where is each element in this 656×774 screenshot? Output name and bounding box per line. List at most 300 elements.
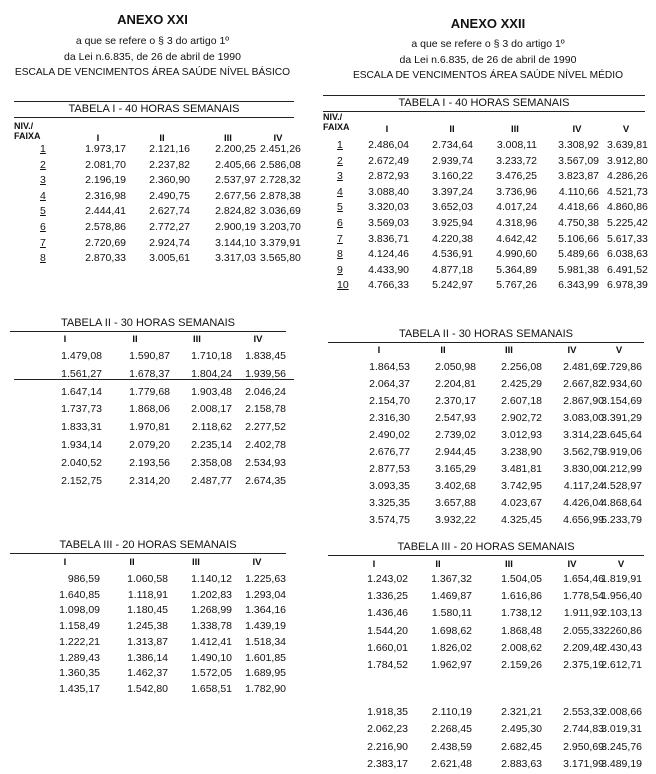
level-number: 10 xyxy=(337,279,349,292)
table-cell: 2.867,90 xyxy=(563,395,604,407)
level-number: 3 xyxy=(337,170,343,183)
table-cell: 2.316,30 xyxy=(369,412,410,424)
table-cell: 3.932,22 xyxy=(435,514,476,526)
table-cell: 3.203,70 xyxy=(260,221,301,233)
table-row xyxy=(10,589,286,603)
column-header: IV xyxy=(572,124,582,135)
table-row xyxy=(328,706,644,720)
table-row xyxy=(323,154,648,169)
table-cell: 1.678,37 xyxy=(129,367,170,380)
table-row xyxy=(14,158,301,173)
table-cell: 3.639,81 xyxy=(607,139,648,151)
table-row xyxy=(10,421,286,435)
column-header: I xyxy=(63,557,67,568)
table-cell: 2.216,90 xyxy=(367,740,408,753)
table-cell: 4.023,67 xyxy=(501,497,542,509)
table-row xyxy=(10,403,286,417)
table-cell: 2.158,78 xyxy=(245,403,286,416)
level-number: 3 xyxy=(40,174,46,187)
column-header: II xyxy=(132,334,138,345)
table-cell: 2.438,59 xyxy=(431,740,472,753)
table-cell: 2.734,64 xyxy=(432,139,473,151)
table-cell: 1.738,12 xyxy=(501,607,542,620)
table-row xyxy=(328,642,644,656)
table-cell: 1.439,19 xyxy=(245,620,286,633)
table-row xyxy=(328,412,644,426)
table-cell: 3.245,76 xyxy=(601,740,642,753)
table-cell: 3.919,06 xyxy=(601,446,642,458)
table-header-row xyxy=(14,121,294,144)
table-cell: 1.580,11 xyxy=(431,607,472,620)
table-cell: 2.235,14 xyxy=(191,439,232,451)
table-cell: 1.518,34 xyxy=(245,635,286,648)
table-row xyxy=(323,170,648,184)
table-cell: 2.621,48 xyxy=(431,757,472,770)
table-cell: 1.243,02 xyxy=(367,573,408,585)
table-cell: 1.939,56 xyxy=(245,367,286,380)
table-cell: 2.425,29 xyxy=(501,378,542,390)
table-title-rule xyxy=(10,553,286,554)
table-cell: 2.237,82 xyxy=(149,158,190,171)
table-row xyxy=(10,386,286,400)
table-cell: 3.652,03 xyxy=(432,201,473,214)
table-row xyxy=(328,463,644,477)
table-cell: 2.729,86 xyxy=(601,361,642,373)
table-cell: 1.868,48 xyxy=(501,624,542,637)
table-cell: 3.019,31 xyxy=(601,723,642,736)
table-cell: 1.313,87 xyxy=(127,635,168,648)
table-cell: 2.870,33 xyxy=(85,252,126,265)
table-cell: 3.154,69 xyxy=(601,395,642,407)
table-cell: 4.220,38 xyxy=(432,232,473,245)
table-cell: 1.561,27 xyxy=(61,367,102,380)
table-cell: 2.537,97 xyxy=(215,174,256,187)
table-row xyxy=(328,590,644,604)
column-header: II xyxy=(159,133,165,144)
table-cell: 2.676,77 xyxy=(369,446,410,458)
header-nivel: NIV./ xyxy=(323,112,343,122)
table-row xyxy=(328,607,644,621)
table-cell: 2.607,18 xyxy=(501,395,542,407)
table-cell: 2.316,98 xyxy=(85,189,126,202)
table-cell: 2.682,45 xyxy=(501,740,542,753)
table-cell: 1.819,91 xyxy=(601,573,642,585)
table-cell: 2.152,75 xyxy=(61,474,102,487)
table-cell: 1.826,02 xyxy=(431,641,472,654)
table-title-rule xyxy=(14,117,294,118)
table-cell: 2.204,81 xyxy=(435,378,476,390)
table-row xyxy=(10,457,286,471)
level-number: 9 xyxy=(337,263,343,276)
table-cell: 2.490,75 xyxy=(149,189,190,202)
column-header: I xyxy=(372,559,376,570)
table-cell: 3.325,35 xyxy=(369,497,410,509)
table-cell: 3.912,80 xyxy=(607,154,648,167)
table-cell: 2.674,35 xyxy=(245,474,286,487)
table-cell: 1.658,51 xyxy=(191,682,232,695)
table-cell: 1.640,85 xyxy=(59,588,100,601)
table-row xyxy=(10,604,286,618)
table-cell: 1.572,05 xyxy=(191,667,232,680)
level-number: 5 xyxy=(337,201,343,214)
table-cell: 2.383,17 xyxy=(367,757,408,770)
table-cell: 4.426,04 xyxy=(563,497,604,509)
column-header: III xyxy=(193,334,201,345)
table-cell: 2.444,41 xyxy=(85,205,126,218)
table-cell: 1.590,87 xyxy=(129,350,170,362)
table-cell: 1.436,46 xyxy=(367,607,408,620)
table-row xyxy=(323,139,648,153)
table-cell: 3.569,03 xyxy=(368,217,409,229)
table-cell: 3.574,75 xyxy=(369,514,410,526)
annex-law: da Lei n.6.835, de 26 de abril de 1990 xyxy=(64,51,241,63)
table-cell: 4.017,24 xyxy=(496,201,537,214)
table-row xyxy=(328,514,644,528)
table-cell: 2.900,19 xyxy=(215,221,256,233)
header-level-label xyxy=(14,121,41,141)
table-cell: 1.903,48 xyxy=(191,385,232,398)
column-header: II xyxy=(435,559,441,570)
table-cell: 4.318,96 xyxy=(496,217,537,229)
table-title: TABELA III - 20 HORAS SEMANAIS xyxy=(59,539,237,551)
table-cell: 3.233,72 xyxy=(496,154,537,167)
table-header-row xyxy=(10,557,286,571)
table-row xyxy=(10,350,286,364)
table-cell: 3.320,03 xyxy=(368,201,409,214)
table-row xyxy=(323,201,648,215)
table-cell: 5.106,66 xyxy=(558,232,599,245)
table-cell: 4.750,38 xyxy=(558,217,599,229)
table-cell: 5.364,89 xyxy=(496,263,537,276)
table-cell: 3.567,09 xyxy=(558,154,599,167)
table-cell: 2.451,26 xyxy=(260,143,301,155)
annex-scale: ESCALA DE VENCIMENTOS ÁREA SAÚDE NÍVEL MÉDIO xyxy=(352,70,624,81)
table-cell: 1.911,93 xyxy=(563,607,604,620)
table-cell: 3.742,95 xyxy=(501,480,542,492)
table-cell: 3.476,25 xyxy=(496,170,537,183)
table-cell: 2.772,27 xyxy=(149,221,190,233)
table-cell: 2.314,20 xyxy=(129,474,170,487)
table-title-rule xyxy=(10,331,286,332)
table-cell: 1.973,17 xyxy=(85,143,126,155)
table-cell: 1.970,81 xyxy=(129,421,170,434)
table-cell: 1.060,58 xyxy=(127,573,168,585)
table-cell: 2.405,66 xyxy=(215,158,256,171)
table-top-rule xyxy=(323,95,645,96)
table-header-row xyxy=(10,334,286,348)
table-cell: 2.209,48 xyxy=(563,641,604,654)
table-cell: 3.489,19 xyxy=(601,757,642,770)
table-cell: 1.338,78 xyxy=(191,620,232,633)
table-title: TABELA I - 40 HORAS SEMANAIS xyxy=(68,103,240,115)
table-cell: 3.008,11 xyxy=(496,139,537,151)
table-cell: 5.489,66 xyxy=(558,248,599,261)
table-title-rule xyxy=(328,342,644,343)
table-cell: 2.490,02 xyxy=(369,429,410,441)
column-header: I xyxy=(385,124,389,135)
table-row xyxy=(328,361,644,375)
table-cell: 4.521,73 xyxy=(607,185,648,198)
annex-law: da Lei n.6.835, de 26 de abril de 1990 xyxy=(399,54,577,66)
table-row xyxy=(14,236,301,251)
table-row xyxy=(328,723,644,737)
table-cell: 1.158,49 xyxy=(59,620,100,633)
table-cell: 2.040,52 xyxy=(61,456,102,469)
table-row xyxy=(10,368,286,382)
table-title: TABELA II - 30 HORAS SEMANAIS xyxy=(398,328,574,340)
table-cell: 1.367,32 xyxy=(431,573,472,585)
level-number: 2 xyxy=(337,154,343,167)
column-header: II xyxy=(440,345,446,356)
table-cell: 1.962,97 xyxy=(431,659,472,671)
table-cell: 2.154,70 xyxy=(369,395,410,407)
table-cell: 3.823,87 xyxy=(558,170,599,183)
table-cell: 2.193,56 xyxy=(129,456,170,469)
table-row xyxy=(328,497,644,511)
table-cell: 2.547,93 xyxy=(435,412,476,424)
table-cell: 1.934,14 xyxy=(61,439,102,451)
table-cell: 3.481,81 xyxy=(501,463,542,475)
table-cell: 3.645,64 xyxy=(601,429,642,441)
table-cell: 5.225,42 xyxy=(607,217,648,229)
table-cell: 2.200,25 xyxy=(215,143,256,155)
table-cell: 2.358,08 xyxy=(191,456,232,469)
table-cell: 2.578,86 xyxy=(85,221,126,233)
annex-reference: a que se refere o § 3 do artigo 1º xyxy=(411,38,565,50)
header-nivel: NIV./ xyxy=(14,121,34,131)
table-cell: 2.877,53 xyxy=(369,463,410,475)
table-title-rule xyxy=(328,555,644,556)
table-cell: 1.868,06 xyxy=(129,403,170,416)
table-cell: 6.038,63 xyxy=(607,248,648,261)
table-cell: 1.504,05 xyxy=(501,573,542,585)
table-cell: 3.657,88 xyxy=(435,497,476,509)
table-cell: 2.486,04 xyxy=(368,139,409,151)
table-cell: 1.784,52 xyxy=(367,659,408,671)
table-row xyxy=(14,189,301,204)
table-cell: 3.379,91 xyxy=(260,236,301,249)
table-cell: 1.654,46 xyxy=(563,573,604,585)
table-cell: 3.308,92 xyxy=(558,139,599,151)
column-header: I xyxy=(377,345,381,356)
column-header: V xyxy=(622,124,630,135)
table-cell: 2.402,78 xyxy=(245,439,286,451)
table-row xyxy=(14,252,301,266)
table-row xyxy=(323,248,648,262)
table-cell: 2.370,17 xyxy=(435,395,476,407)
level-number: 6 xyxy=(40,221,46,233)
table-header-row xyxy=(328,559,644,573)
table-cell: 1.412,41 xyxy=(191,635,232,648)
table-cell: 986,59 xyxy=(67,573,100,585)
table-cell: 2.008,62 xyxy=(501,641,542,654)
level-number: 1 xyxy=(337,139,343,151)
table-cell: 2.081,70 xyxy=(85,158,126,171)
table-top-rule xyxy=(14,101,294,102)
table-title: TABELA I - 40 HORAS SEMANAIS xyxy=(398,97,570,109)
level-number: 1 xyxy=(40,143,46,155)
header-faixa: FAIXA xyxy=(323,122,350,132)
table-cell: 2.872,93 xyxy=(368,170,409,183)
table-row xyxy=(10,475,286,489)
level-number: 8 xyxy=(337,248,343,261)
column-header: I xyxy=(63,334,67,345)
table-row xyxy=(328,378,644,392)
table-cell: 4.124,46 xyxy=(368,248,409,261)
table-cell: 3.562,79 xyxy=(563,446,604,458)
column-header: IV xyxy=(567,345,577,356)
table-cell: 1.710,18 xyxy=(191,350,232,362)
table-cell: 4.877,18 xyxy=(432,263,473,276)
table-cell: 3.402,68 xyxy=(435,480,476,492)
table-cell: 1.778,54 xyxy=(563,590,604,603)
table-cell: 3.165,29 xyxy=(435,463,476,475)
table-cell: 5.767,26 xyxy=(496,279,537,292)
table-cell: 4.212,99 xyxy=(601,463,642,475)
table-row xyxy=(10,652,286,666)
table-cell: 1.118,91 xyxy=(127,588,168,601)
table-cell: 2.055,33 xyxy=(563,624,604,637)
table-cell: 3.314,22 xyxy=(563,429,604,441)
table-cell: 1.490,10 xyxy=(191,651,232,664)
table-cell: 1.180,45 xyxy=(127,604,168,617)
table-header-row xyxy=(328,345,644,359)
table-cell: 2.744,83 xyxy=(563,723,604,736)
table-cell: 3.093,35 xyxy=(369,480,410,492)
table-cell: 1.336,25 xyxy=(367,590,408,603)
table-cell: 1.660,01 xyxy=(367,641,408,654)
table-cell: 1.289,43 xyxy=(59,651,100,664)
table-cell: 4.860,86 xyxy=(607,201,648,214)
table-cell: 1.833,31 xyxy=(61,421,102,434)
table-cell: 2.944,45 xyxy=(435,446,476,458)
annex-scale: ESCALA DE VENCIMENTOS ÁREA SAÚDE NÍVEL BÁSICO xyxy=(14,67,291,78)
table-cell: 1.268,99 xyxy=(191,604,232,617)
column-header: III xyxy=(505,559,513,570)
level-number: 5 xyxy=(40,205,46,218)
table-cell: 3.830,00 xyxy=(563,463,604,475)
table-cell: 2.159,26 xyxy=(501,659,542,671)
table-cell: 2.046,24 xyxy=(245,385,286,398)
table-row xyxy=(10,439,286,453)
column-header: II xyxy=(129,557,135,568)
table-cell: 3.088,40 xyxy=(368,185,409,198)
table-row xyxy=(328,395,644,409)
level-number: 4 xyxy=(337,185,343,198)
table-cell: 3.317,03 xyxy=(215,252,256,265)
table-cell: 5.981,38 xyxy=(558,263,599,276)
table-cell: 1.782,90 xyxy=(245,682,286,695)
table-cell: 2.739,02 xyxy=(435,429,476,441)
table-cell: 4.433,90 xyxy=(368,263,409,276)
table-cell: 1.140,12 xyxy=(191,573,232,585)
column-header: IV xyxy=(252,557,262,568)
table-cell: 3.005,61 xyxy=(149,252,190,265)
table-cell: 5.617,33 xyxy=(607,232,648,245)
table-cell: 2.121,16 xyxy=(149,143,190,155)
table-cell: 1.647,14 xyxy=(61,385,102,398)
header-level-label xyxy=(323,112,350,132)
table-cell: 5.233,79 xyxy=(601,514,642,526)
table-row xyxy=(323,217,648,231)
table-cell: 1.386,14 xyxy=(127,651,168,664)
level-number: 2 xyxy=(40,158,46,171)
table-title: TABELA II - 30 HORAS SEMANAIS xyxy=(60,317,236,329)
table-cell: 1.202,83 xyxy=(191,588,232,601)
table-cell: 2.008,66 xyxy=(601,706,642,719)
table-cell: 2260,86 xyxy=(604,624,642,637)
table-cell: 3.565,80 xyxy=(260,252,301,265)
table-cell: 2.824,82 xyxy=(215,205,256,218)
column-header: I xyxy=(96,133,100,144)
table-cell: 3.238,90 xyxy=(501,446,542,458)
table-cell: 2.430,43 xyxy=(601,641,642,654)
table-cell: 2.375,19 xyxy=(563,659,604,671)
table-cell: 4.286,26 xyxy=(607,170,648,183)
table-cell: 2.062,23 xyxy=(367,723,408,736)
column-header: III xyxy=(192,557,200,568)
level-number: 6 xyxy=(337,217,343,229)
table-cell: 2.103,13 xyxy=(601,607,642,620)
table-row xyxy=(328,573,644,587)
table-cell: 4.656,99 xyxy=(563,514,604,526)
table-cell: 2.481,69 xyxy=(563,361,604,373)
column-header: IV xyxy=(273,133,283,144)
table-cell: 2.064,37 xyxy=(369,378,410,390)
table-cell: 2.677,56 xyxy=(215,189,256,202)
table-cell: 3.171,99 xyxy=(563,757,604,770)
table-cell: 2.553,33 xyxy=(563,706,604,719)
table-cell: 2.268,45 xyxy=(431,723,472,736)
table-cell: 2.612,71 xyxy=(601,659,642,671)
table-cell: 1.804,24 xyxy=(191,367,232,380)
table-cell: 2.728,32 xyxy=(260,174,301,187)
table-row xyxy=(323,279,648,293)
column-header: IV xyxy=(567,559,577,570)
table-cell: 1.469,87 xyxy=(431,590,472,603)
table-cell: 1.737,73 xyxy=(61,403,102,416)
table-cell: 2.924,74 xyxy=(149,236,190,249)
table-cell: 4.528,97 xyxy=(601,480,642,492)
table-cell: 2.487,77 xyxy=(191,474,232,487)
table-row xyxy=(10,667,286,681)
header-faixa: FAIXA xyxy=(14,131,41,141)
table-cell: 3.036,69 xyxy=(260,205,301,218)
table-cell: 6.343,99 xyxy=(558,279,599,292)
table-cell: 4.642,42 xyxy=(496,232,537,245)
table-cell: 3.836,71 xyxy=(368,232,409,245)
table-cell: 3.736,96 xyxy=(496,185,537,198)
table-cell: 2.360,90 xyxy=(149,174,190,187)
table-cell: 1.864,53 xyxy=(369,361,410,373)
level-number: 7 xyxy=(337,232,343,245)
annex-title: ANEXO XXI xyxy=(117,12,188,27)
column-header: III xyxy=(511,124,519,135)
table-cell: 2.883,63 xyxy=(501,757,542,770)
table-cell: 2.008,17 xyxy=(191,403,232,416)
table-cell: 1.779,68 xyxy=(129,385,170,398)
table-row xyxy=(323,185,648,200)
table-cell: 1.689,95 xyxy=(245,667,286,680)
table-cell: 2.196,19 xyxy=(85,174,126,187)
level-number: 8 xyxy=(40,252,46,265)
table-cell: 1.098,09 xyxy=(59,604,100,617)
table-cell: 2.939,74 xyxy=(432,154,473,167)
level-number: 7 xyxy=(40,236,46,249)
table-cell: 1.462,37 xyxy=(127,667,168,680)
table-row xyxy=(328,625,644,639)
table-cell: 1.838,45 xyxy=(245,350,286,362)
